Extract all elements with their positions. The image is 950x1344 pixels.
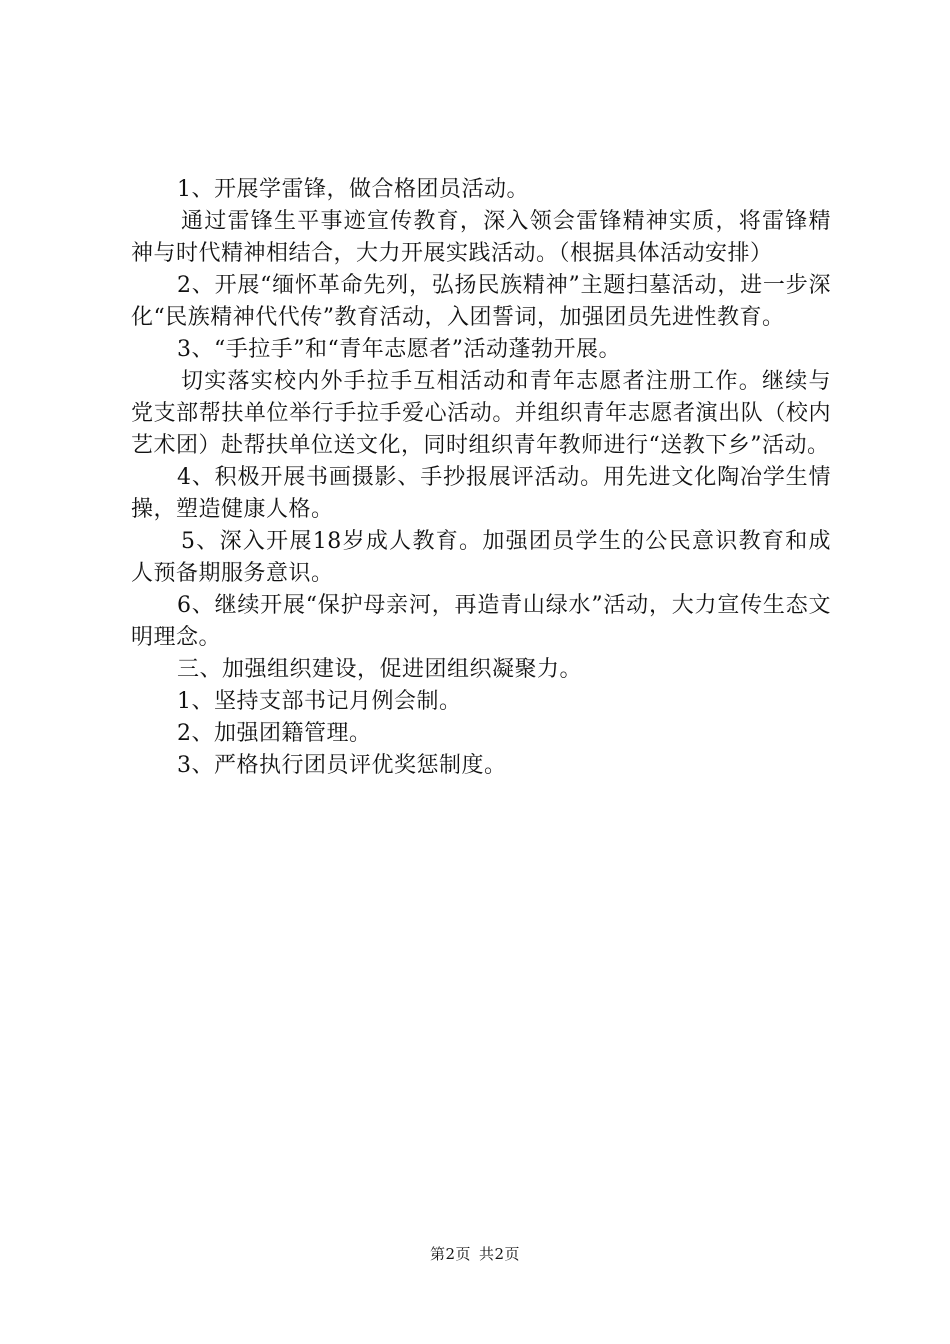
- paragraph-item-4: 4、积极开展书画摄影、手抄报展评活动。用先进文化陶冶学生情操，塑造健康人格。: [131, 465, 831, 522]
- paragraph-org-item-3: 3、严格执行团员评优奖惩制度。: [177, 753, 507, 778]
- paragraph-item-6: 6、继续开展“保护母亲河，再造青山绿水”活动，大力宣传生态文明理念。: [131, 593, 831, 650]
- document-body: [131, 174, 831, 782]
- page-number-total: 共2页: [479, 1245, 521, 1263]
- page-number-current: 第2页: [429, 1245, 471, 1263]
- paragraph-item-3: 3、“手拉手”和“青年志愿者”活动蓬勃开展。: [177, 337, 621, 362]
- section-heading-3: 三、加强组织建设，促进团组织凝聚力。: [177, 657, 583, 682]
- paragraph-body-3: 切实落实校内外手拉手互相活动和青年志愿者注册工作。继续与党支部帮扶单位举行手拉手爱心活动。并组织青年志愿者演出队（校内艺术团）赴帮扶单位送文化，同时组织青年教师进行“送教下乡”活动。: [131, 369, 831, 458]
- paragraph-body-1: 通过雷锋生平事迹宣传教育，深入领会雷锋精神实质，将雷锋精神与时代精神相结合，大力开展实践活动。（根据具体活动安排）: [131, 209, 831, 266]
- paragraph-org-item-1: 1、坚持支部书记月例会制。: [177, 689, 462, 714]
- page-footer: [0, 1244, 950, 1264]
- paragraph-item-1: 1、开展学雷锋，做合格团员活动。: [177, 177, 529, 202]
- paragraph-item-2: 2、开展“缅怀革命先列，弘扬民族精神”主题扫墓活动，进一步深化“民族精神代代传”教育活动，入团誓词，加强团员先进性教育。: [131, 273, 831, 330]
- paragraph-org-item-2: 2、加强团籍管理。: [177, 721, 372, 746]
- paragraph-item-5: 5、深入开展18岁成人教育。加强团员学生的公民意识教育和成人预备期服务意识。: [131, 529, 831, 586]
